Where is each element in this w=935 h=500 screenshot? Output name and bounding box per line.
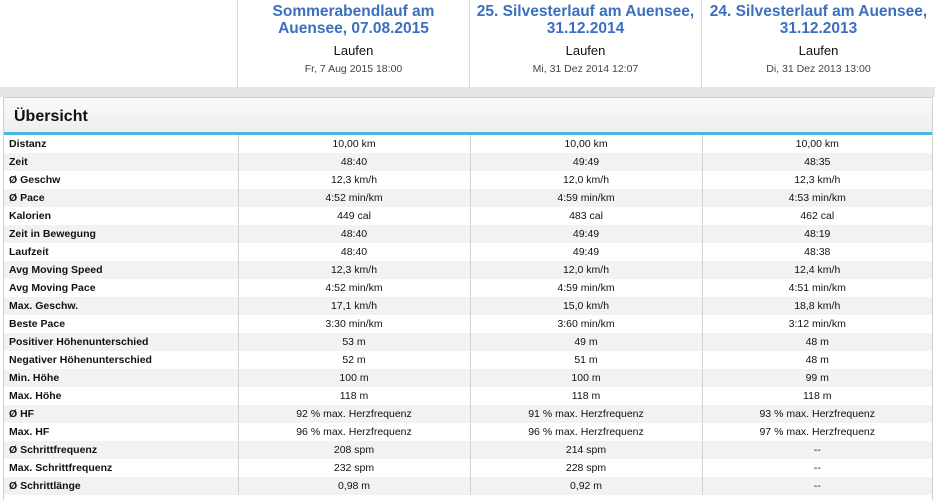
row-value: 12,4 km/h xyxy=(702,261,932,279)
row-value: 232 spm xyxy=(238,459,470,477)
activity-date: Fr, 7 Aug 2015 18:00 xyxy=(304,63,403,75)
row-value: 17,1 km/h xyxy=(238,297,470,315)
table-row xyxy=(4,477,932,495)
row-label: Kalorien xyxy=(4,207,238,225)
row-value: 18,8 km/h xyxy=(702,297,932,315)
row-label: Laufzeit xyxy=(4,243,238,261)
row-value: 0,98 m xyxy=(238,477,470,495)
row-value: 12,3 km/h xyxy=(238,171,470,189)
table-row xyxy=(4,153,932,171)
row-label: Zeit xyxy=(4,153,238,171)
row-label: Negativer Höhenunterschied xyxy=(4,351,238,369)
row-label: Avg Moving Pace xyxy=(4,279,238,297)
row-value: -- xyxy=(702,459,932,477)
table-row xyxy=(4,405,932,423)
row-value: 51 m xyxy=(470,351,702,369)
activity-header-2 xyxy=(469,0,701,87)
panel-title: Übersicht xyxy=(14,108,88,125)
row-label: Beste Pace xyxy=(4,315,238,333)
table-row xyxy=(4,315,932,333)
row-label: Ø Pace xyxy=(4,189,238,207)
row-value: 449 cal xyxy=(238,207,470,225)
activity-type: Laufen xyxy=(565,43,606,58)
row-value: 48:40 xyxy=(238,225,470,243)
row-value: 48:40 xyxy=(238,243,470,261)
row-label: Max. HF xyxy=(4,423,238,441)
row-value: 48:40 xyxy=(238,153,470,171)
row-label: Ø Geschw xyxy=(4,171,238,189)
table-row xyxy=(4,261,932,279)
row-label: Positiver Höhenunterschied xyxy=(4,333,238,351)
row-value: 100 m xyxy=(238,369,470,387)
row-label: Max. Geschw. xyxy=(4,297,238,315)
table-row xyxy=(4,459,932,477)
row-value: 118 m xyxy=(470,387,702,405)
row-value: 15,0 km/h xyxy=(470,297,702,315)
stats-table xyxy=(4,135,932,495)
row-value: 3:30 min/km xyxy=(238,315,470,333)
row-value: 228 spm xyxy=(470,459,702,477)
row-value: 93 % max. Herzfrequenz xyxy=(702,405,932,423)
row-value: 96 % max. Herzfrequenz xyxy=(238,423,470,441)
row-label: Avg Moving Speed xyxy=(4,261,238,279)
table-row xyxy=(4,369,932,387)
row-value: 214 spm xyxy=(470,441,702,459)
row-value: 48:19 xyxy=(702,225,932,243)
activity-title-link[interactable]: Sommerabendlauf am Auensee, 07.08.2015 xyxy=(272,3,435,37)
row-value: 12,0 km/h xyxy=(470,171,702,189)
row-value: -- xyxy=(702,441,932,459)
row-value: 12,3 km/h xyxy=(238,261,470,279)
table-row xyxy=(4,171,932,189)
row-value: 48 m xyxy=(702,351,932,369)
row-value: 12,0 km/h xyxy=(470,261,702,279)
table-row xyxy=(4,297,932,315)
overview-panel xyxy=(3,97,933,500)
row-value: 96 % max. Herzfrequenz xyxy=(470,423,702,441)
row-value: 49:49 xyxy=(470,243,702,261)
activity-header-3 xyxy=(701,0,935,87)
activity-title-link[interactable]: 25. Silvesterlauf am Auensee, 31.12.2014 xyxy=(476,3,695,37)
table-row xyxy=(4,441,932,459)
row-value: 49:49 xyxy=(470,225,702,243)
row-value: -- xyxy=(702,477,932,495)
row-value: 3:12 min/km xyxy=(702,315,932,333)
row-value: 49 m xyxy=(470,333,702,351)
table-row xyxy=(4,387,932,405)
row-value: 462 cal xyxy=(702,207,932,225)
row-value: 48:35 xyxy=(702,153,932,171)
row-value: 100 m xyxy=(470,369,702,387)
activity-type: Laufen xyxy=(333,43,374,58)
row-value: 4:53 min/km xyxy=(702,189,932,207)
row-value: 0,92 m xyxy=(470,477,702,495)
row-value: 53 m xyxy=(238,333,470,351)
row-label: Ø HF xyxy=(4,405,238,423)
panel-header xyxy=(4,98,932,135)
table-row xyxy=(4,189,932,207)
row-value: 10,00 km xyxy=(470,135,702,153)
row-value: 483 cal xyxy=(470,207,702,225)
row-value: 4:59 min/km xyxy=(470,189,702,207)
row-value: 118 m xyxy=(702,387,932,405)
row-label: Zeit in Bewegung xyxy=(4,225,238,243)
activity-type: Laufen xyxy=(798,43,839,58)
table-row xyxy=(4,135,932,153)
row-value: 91 % max. Herzfrequenz xyxy=(470,405,702,423)
row-value: 4:52 min/km xyxy=(238,279,470,297)
row-value: 92 % max. Herzfrequenz xyxy=(238,405,470,423)
row-value: 99 m xyxy=(702,369,932,387)
row-value: 48:38 xyxy=(702,243,932,261)
row-label: Ø Schrittfrequenz xyxy=(4,441,238,459)
row-value: 48 m xyxy=(702,333,932,351)
table-row xyxy=(4,243,932,261)
row-label: Ø Schrittlänge xyxy=(4,477,238,495)
section-divider xyxy=(0,87,935,97)
activity-title-link[interactable]: 24. Silvesterlauf am Auensee, 31.12.2013 xyxy=(709,3,928,37)
row-value: 97 % max. Herzfrequenz xyxy=(702,423,932,441)
row-value: 118 m xyxy=(238,387,470,405)
row-value: 4:59 min/km xyxy=(470,279,702,297)
table-row xyxy=(4,225,932,243)
activity-date: Di, 31 Dez 2013 13:00 xyxy=(766,63,871,75)
row-label: Min. Höhe xyxy=(4,369,238,387)
activity-date: Mi, 31 Dez 2014 12:07 xyxy=(532,63,639,75)
row-value: 10,00 km xyxy=(702,135,932,153)
table-row xyxy=(4,207,932,225)
row-value: 12,3 km/h xyxy=(702,171,932,189)
table-row xyxy=(4,423,932,441)
activity-header-1 xyxy=(237,0,469,87)
table-row xyxy=(4,333,932,351)
row-value: 49:49 xyxy=(470,153,702,171)
row-value: 52 m xyxy=(238,351,470,369)
row-label: Distanz xyxy=(4,135,238,153)
table-row xyxy=(4,279,932,297)
row-label: Max. Schrittfrequenz xyxy=(4,459,238,477)
row-value: 208 spm xyxy=(238,441,470,459)
row-label: Max. Höhe xyxy=(4,387,238,405)
row-value: 10,00 km xyxy=(238,135,470,153)
table-row xyxy=(4,351,932,369)
row-value: 4:51 min/km xyxy=(702,279,932,297)
row-value: 3:60 min/km xyxy=(470,315,702,333)
comparison-header xyxy=(0,0,935,87)
row-value: 4:52 min/km xyxy=(238,189,470,207)
